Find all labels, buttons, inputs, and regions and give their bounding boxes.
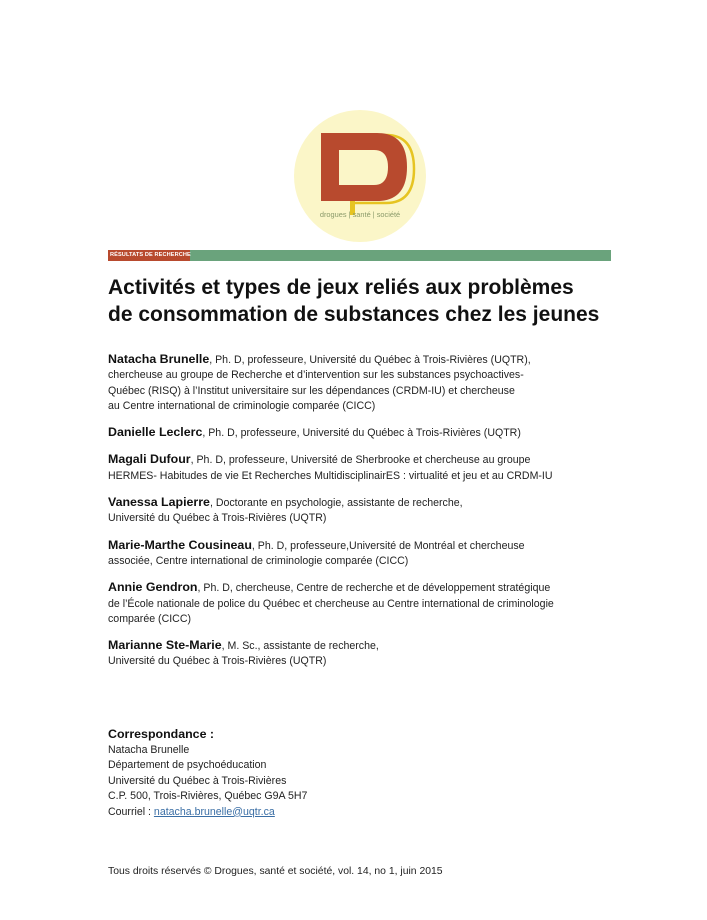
author-name: Natacha Brunelle [108,352,210,366]
author-name: Annie Gendron [108,580,198,595]
author-affiliation-line: comparée (CICC) [108,612,192,625]
author-name: Vanessa Lapierre [108,495,210,510]
author-entry [108,495,608,527]
logo-graphic [293,109,427,243]
author-affiliation: , Ph. D, professeure, Université de Sherbrooke et chercheuse au groupe [190,454,531,467]
section-bar [108,250,611,261]
author-affiliation: , Ph. D, professeure,Université de Montréal et chercheuse [251,539,525,552]
author-affiliation: , Ph. D, chercheuse, Centre de recherche et de développement stratégique [197,582,551,595]
correspondance-line: Natacha Brunelle [108,744,190,756]
author-entry [108,638,608,670]
author-first-line [108,425,608,441]
author-entry [108,425,608,441]
author-affiliation-line: Québec (RISQ) à l’Institut universitaire sur les dépendances (CRDM-IU) et chercheuse [108,384,515,397]
correspondance-line: Université du Québec à Trois-Rivières [108,774,287,787]
author-entry [108,452,608,484]
author-name: Danielle Leclerc [108,425,203,440]
author-first-line [108,638,608,654]
correspondance-email-line [108,805,307,820]
author-affiliation-line: Université du Québec à Trois-Rivières (UQTR) [108,655,327,668]
email-label: Courriel : [108,805,154,818]
author-first-line [108,580,608,596]
journal-logo [293,109,427,243]
author-entry [108,580,608,627]
author-name: Marie-Marthe Cousineau [108,537,252,552]
author-affiliation-line: de l’École nationale de police du Québec et chercheuse au Centre international de criminologie [108,597,554,610]
author-affiliation-line: chercheuse au groupe de Recherche et d’intervention sur les substances psychoactives- [108,369,524,382]
author-list [108,352,608,681]
article-title-line: de consommation de substances chez les jeunes [108,303,600,326]
email-link[interactable]: natacha.brunelle@uqtr.ca [153,805,275,818]
author-affiliation: , M. Sc., assistante de recherche, [221,640,379,653]
copyright-footer: Tous droits réservés © Drogues, santé et société, vol. 14, no 1, juin 2015 [108,866,443,877]
author-first-line [108,538,608,554]
author-first-line [108,495,608,511]
author-name: Magali Dufour [108,452,191,467]
author-affiliation: , Ph. D, professeure, Université du Québec à Trois-Rivières (UQTR) [202,427,521,440]
author-affiliation-line: au Centre international de criminologie comparée (CICC) [108,399,376,412]
correspondance-block [108,727,307,820]
author-name: Marianne Ste-Marie [108,638,222,653]
author-affiliation-line: HERMES- Habitudes de vie Et Recherches MultidisciplinairES : virtualité et jeu et au CRDM-IU [108,469,553,482]
section-tag: RÉSULTATS DE RECHERCHE [108,250,190,261]
author-affiliation-line: Université du Québec à Trois-Rivières (UQTR) [108,512,327,525]
correspondance-line: C.P. 500, Trois-Rivières, Québec G9A 5H7 [108,790,308,803]
author-affiliation: , Doctorante en psychologie, assistante de recherche, [209,497,463,510]
article-title-line: Activités et types de jeux reliés aux problèmes [108,276,574,299]
author-affiliation: , Ph. D, professeure, Université du Québec à Trois-Rivières (UQTR), [209,354,531,366]
article-title [108,274,628,328]
correspondance-line: Département de psychoéducation [108,759,267,772]
logo-tagline: drogues | santé | société [319,210,401,219]
correspondance-heading: Correspondance : [108,727,215,741]
author-entry [108,538,608,570]
author-affiliation-line: associée, Centre international de criminologie comparée (CICC) [108,554,409,567]
author-first-line [108,352,608,368]
author-first-line [108,452,608,468]
author-entry [108,352,608,414]
